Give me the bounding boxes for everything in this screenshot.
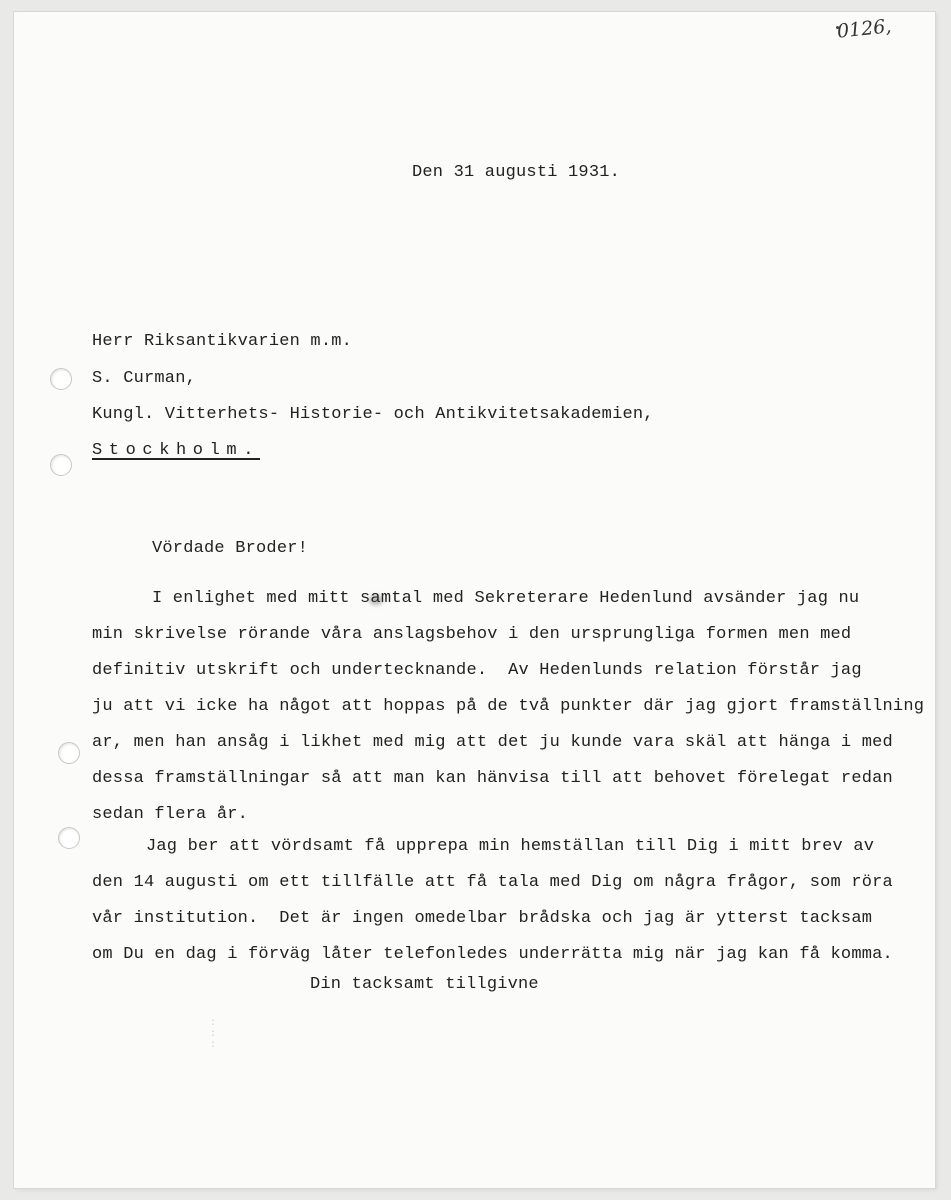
- salutation: Vördade Broder!: [152, 539, 309, 558]
- address-line-3: Kungl. Vitterhets- Historie- och Antikvitetsakademien,: [92, 405, 654, 424]
- closing-line: Din tacksamt tillgivne: [310, 975, 539, 994]
- address-city: Stockholm.: [92, 441, 261, 460]
- punch-hole-1: [50, 368, 72, 390]
- body-line-4: ju att vi icke ha något att hoppas på de två punkter där jag gjort framställning: [92, 697, 925, 716]
- body-line-7: sedan flera år.: [92, 805, 249, 824]
- punch-hole-4: [58, 827, 80, 849]
- body-line-5: ar, men han ansåg i likhet med mig att det ju kunde vara skäl att hänga i med: [92, 733, 893, 752]
- punch-hole-3: [58, 742, 80, 764]
- body-line-6: dessa framställningar så att man kan hänvisa till att behovet förelegat redan: [92, 769, 893, 788]
- body-line-9: den 14 augusti om ett tillfälle att få tala med Dig om några frågor, som röra: [92, 873, 893, 892]
- body-line-2: min skrivelse rörande våra anslagsbehov i den ursprungliga formen men med: [92, 625, 852, 644]
- letter-page: [14, 12, 935, 1188]
- archive-number: 0126,: [835, 15, 893, 43]
- punch-hole-2: [50, 454, 72, 476]
- body-line-3: definitiv utskrift och undertecknande. Av Hedenlunds relation förstår jag: [92, 661, 862, 680]
- date-line: Den 31 augusti 1931.: [412, 163, 621, 182]
- faint-pencil-marks: : : :: [210, 1018, 217, 1051]
- body-line-8: Jag ber att vördsamt få upprepa min hemställan till Dig i mitt brev av: [146, 837, 875, 856]
- body-line-11: om Du en dag i förväg låter telefonledes underrätta mig när jag kan få komma.: [92, 945, 893, 964]
- ink-smudge: [369, 595, 383, 605]
- body-line-1: I enlighet med mitt samtal med Sekreterare Hedenlund avsänder jag nu: [152, 589, 860, 608]
- address-line-2: S. Curman,: [92, 369, 197, 388]
- body-line-10: vår institution. Det är ingen omedelbar brådska och jag är ytterst tacksam: [92, 909, 873, 928]
- address-line-1: Herr Riksantikvarien m.m.: [92, 332, 353, 351]
